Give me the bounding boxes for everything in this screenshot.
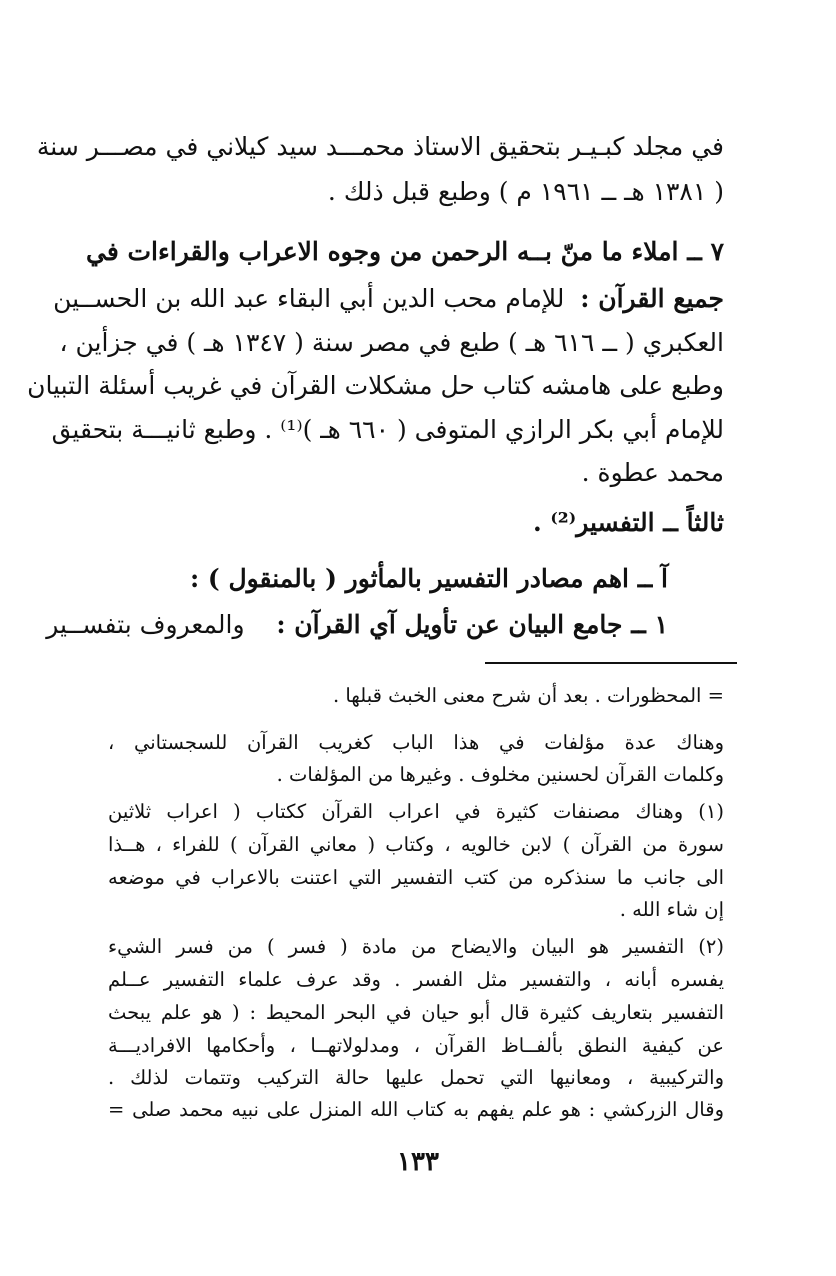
- item-1-line: [46, 609, 668, 640]
- item-1-rest: والمعروف بتفســير: [46, 610, 245, 639]
- footnote-line: = المحظورات . بعد أن شرح معنى الخبث قبلها .: [332, 684, 724, 707]
- footnote-2-line: والتركيبية ، ومعانيها التي تحمل عليها حالة التركيب وتتمات لذلك .: [108, 1066, 724, 1089]
- item-7-author: للإمام محب الدين أبي البقاء عبد الله بن الحســين: [53, 284, 565, 313]
- footnote-1-line: سورة من القرآن ) لابن خالويه ، وكتاب ( معاني القرآن ) للفراء ، هــذا: [108, 833, 724, 856]
- footnote-1-line: الى جانب ما سنذكره من كتب التفسير التي اعتنت بالاعراب في موضعه: [108, 866, 724, 889]
- footnote-2-line: وقال الزركشي : هو علم يفهم به كتاب الله المنزل على نبيه محمد صلى =: [108, 1098, 724, 1121]
- footnote-2-line: (٢) التفسير هو البيان والايضاح من مادة ( فسر ) من فسر الشيء: [108, 935, 724, 958]
- item-7-heading: ٧ ــ املاء ما منّ بــه الرحمن من وجوه الاعراب والقراءات في: [86, 237, 724, 266]
- section-heading: ثالثاً ــ التفسير⁽²⁾ .: [532, 508, 724, 537]
- footnote-line: وكلمات القرآن لحسنين مخلوف . وغيرها من المؤلفات .: [276, 763, 724, 786]
- footnote-2-line: التفسير بتعاريف كثيرة قال أبو حيان في البحر المحيط : ( هو علم يبحث: [108, 1001, 724, 1024]
- subsection-heading: آ ــ اهم مصادر التفسير بالمأثور ( بالمنقول ) :: [190, 564, 668, 593]
- item-1-title: ١ ــ جامع البيان عن تأويل آي القرآن :: [276, 610, 668, 639]
- body-line: ( ١٣٨١ هـ ــ ١٩٦١ م ) وطبع قبل ذلك .: [327, 177, 724, 206]
- body-line: العكبري ( ــ ٦١٦ هـ ) طبع في مصر سنة ( ١٣٤٧ هـ ) في جزأين ،: [59, 328, 724, 357]
- item-7-heading-continuation: جميع القرآن :: [580, 284, 724, 313]
- body-line: [53, 283, 724, 314]
- page-number: ١٣٣: [397, 1147, 439, 1177]
- body-line: في مجلد كبـيـر بتحقيق الاستاذ محمـــد سيد كيلاني في مصـــر سنة: [36, 132, 724, 161]
- footnote-2-line: يفسره أبانه ، والتفسير مثل الفسر . وقد عرف علماء التفسير عــلم: [108, 968, 724, 991]
- footnote-1-line: إن شاء الله .: [619, 898, 724, 921]
- footnote-divider: [485, 662, 737, 664]
- body-line: للإمام أبي بكر الرازي المتوفى ( ٦٦٠ هـ )⁽¹⁾ . وطبع ثانيـــة بتحقيق: [51, 415, 724, 444]
- footnote-1-line: (١) وهناك مصنفات كثيرة في اعراب القرآن ككتاب ( اعراب ثلاثين: [108, 800, 724, 823]
- footnote-2-line: عن كيفية النطق بألفــاظ القرآن ، ومدلولاتهــا ، وأحكامها الافراديـــة: [108, 1034, 724, 1057]
- body-line: محمد عطوة .: [581, 458, 724, 487]
- footnote-line: وهناك عدة مؤلفات في هذا الباب كغريب القرآن للسجستاني ،: [108, 731, 724, 754]
- body-line: وطبع على هامشه كتاب حل مشكلات القرآن في غريب أسئلة التبيان: [27, 371, 724, 400]
